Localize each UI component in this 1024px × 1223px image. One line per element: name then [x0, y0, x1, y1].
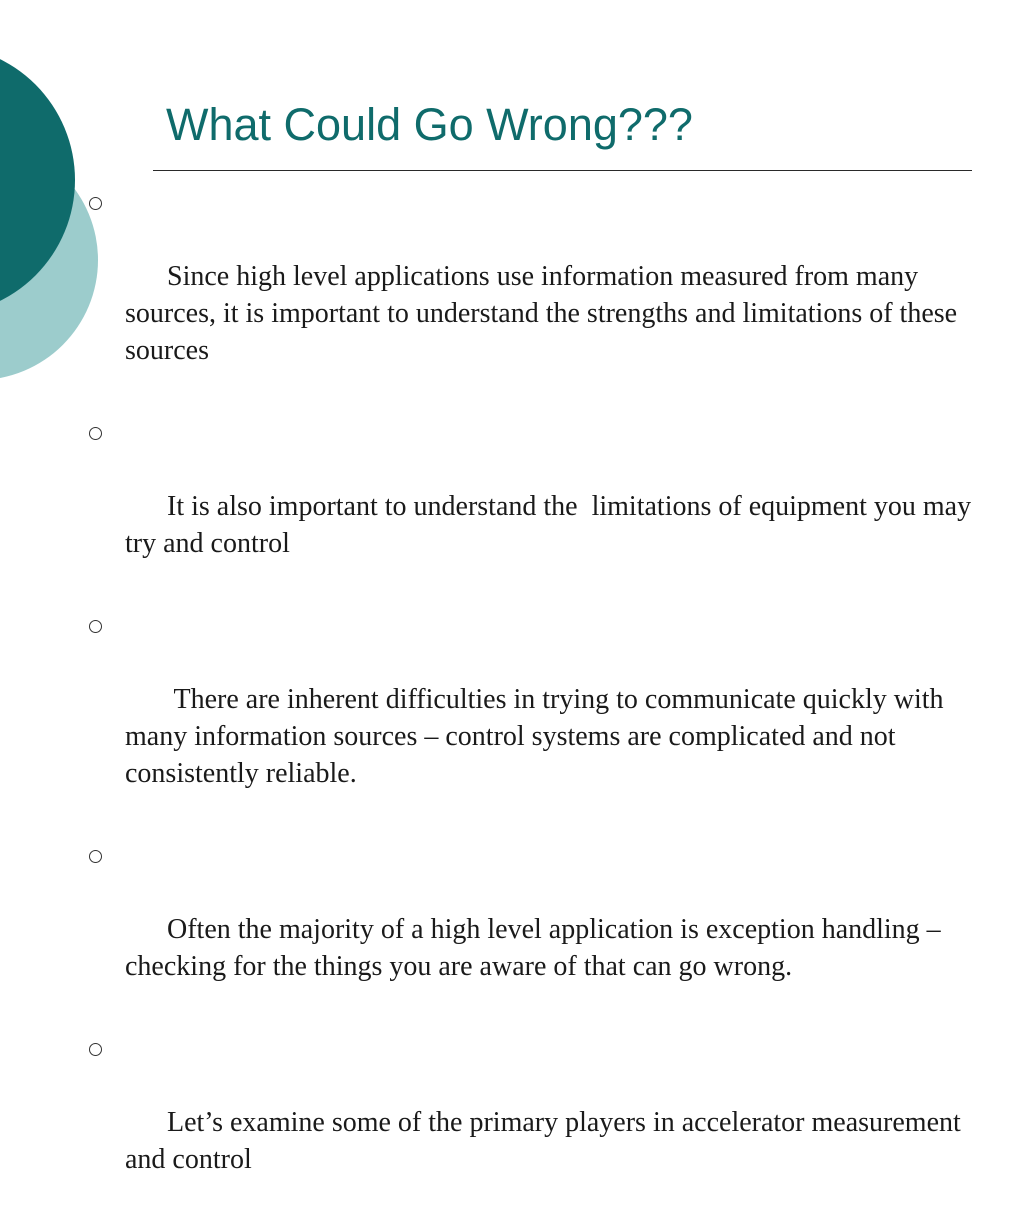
- bullet-text: There are inherent difficulties in trying to communicate quickly with many information sources – control systems are complicated and not consistently reliable.: [125, 684, 951, 789]
- bullet-list: [84, 184, 1004, 1223]
- bullet-text: Since high level applications use information measured from many sources, it is important to understand the strengths and limitations of these sources: [125, 261, 965, 366]
- bullet-item: [84, 837, 1004, 1022]
- hollow-circle-bullet-icon: [89, 427, 102, 440]
- bullet-item: [84, 607, 1004, 829]
- bullet-item: [84, 1030, 1004, 1215]
- bullet-text: Often the majority of a high level application is exception handling – checking for the things you are aware of that can go wrong.: [125, 914, 948, 982]
- hollow-circle-bullet-icon: [89, 620, 102, 633]
- bullet-item: [84, 184, 1004, 406]
- hollow-circle-bullet-icon: [89, 1043, 102, 1056]
- bullet-text: Let’s examine some of the primary players in accelerator measurement and control: [125, 1107, 968, 1175]
- slide-title: What Could Go Wrong???: [166, 99, 693, 150]
- hollow-circle-bullet-icon: [89, 197, 102, 210]
- bullet-item: [84, 414, 1004, 599]
- title-underline: [153, 170, 972, 171]
- hollow-circle-bullet-icon: [89, 850, 102, 863]
- bullet-text: It is also important to understand the limitations of equipment you may try and control: [125, 491, 979, 559]
